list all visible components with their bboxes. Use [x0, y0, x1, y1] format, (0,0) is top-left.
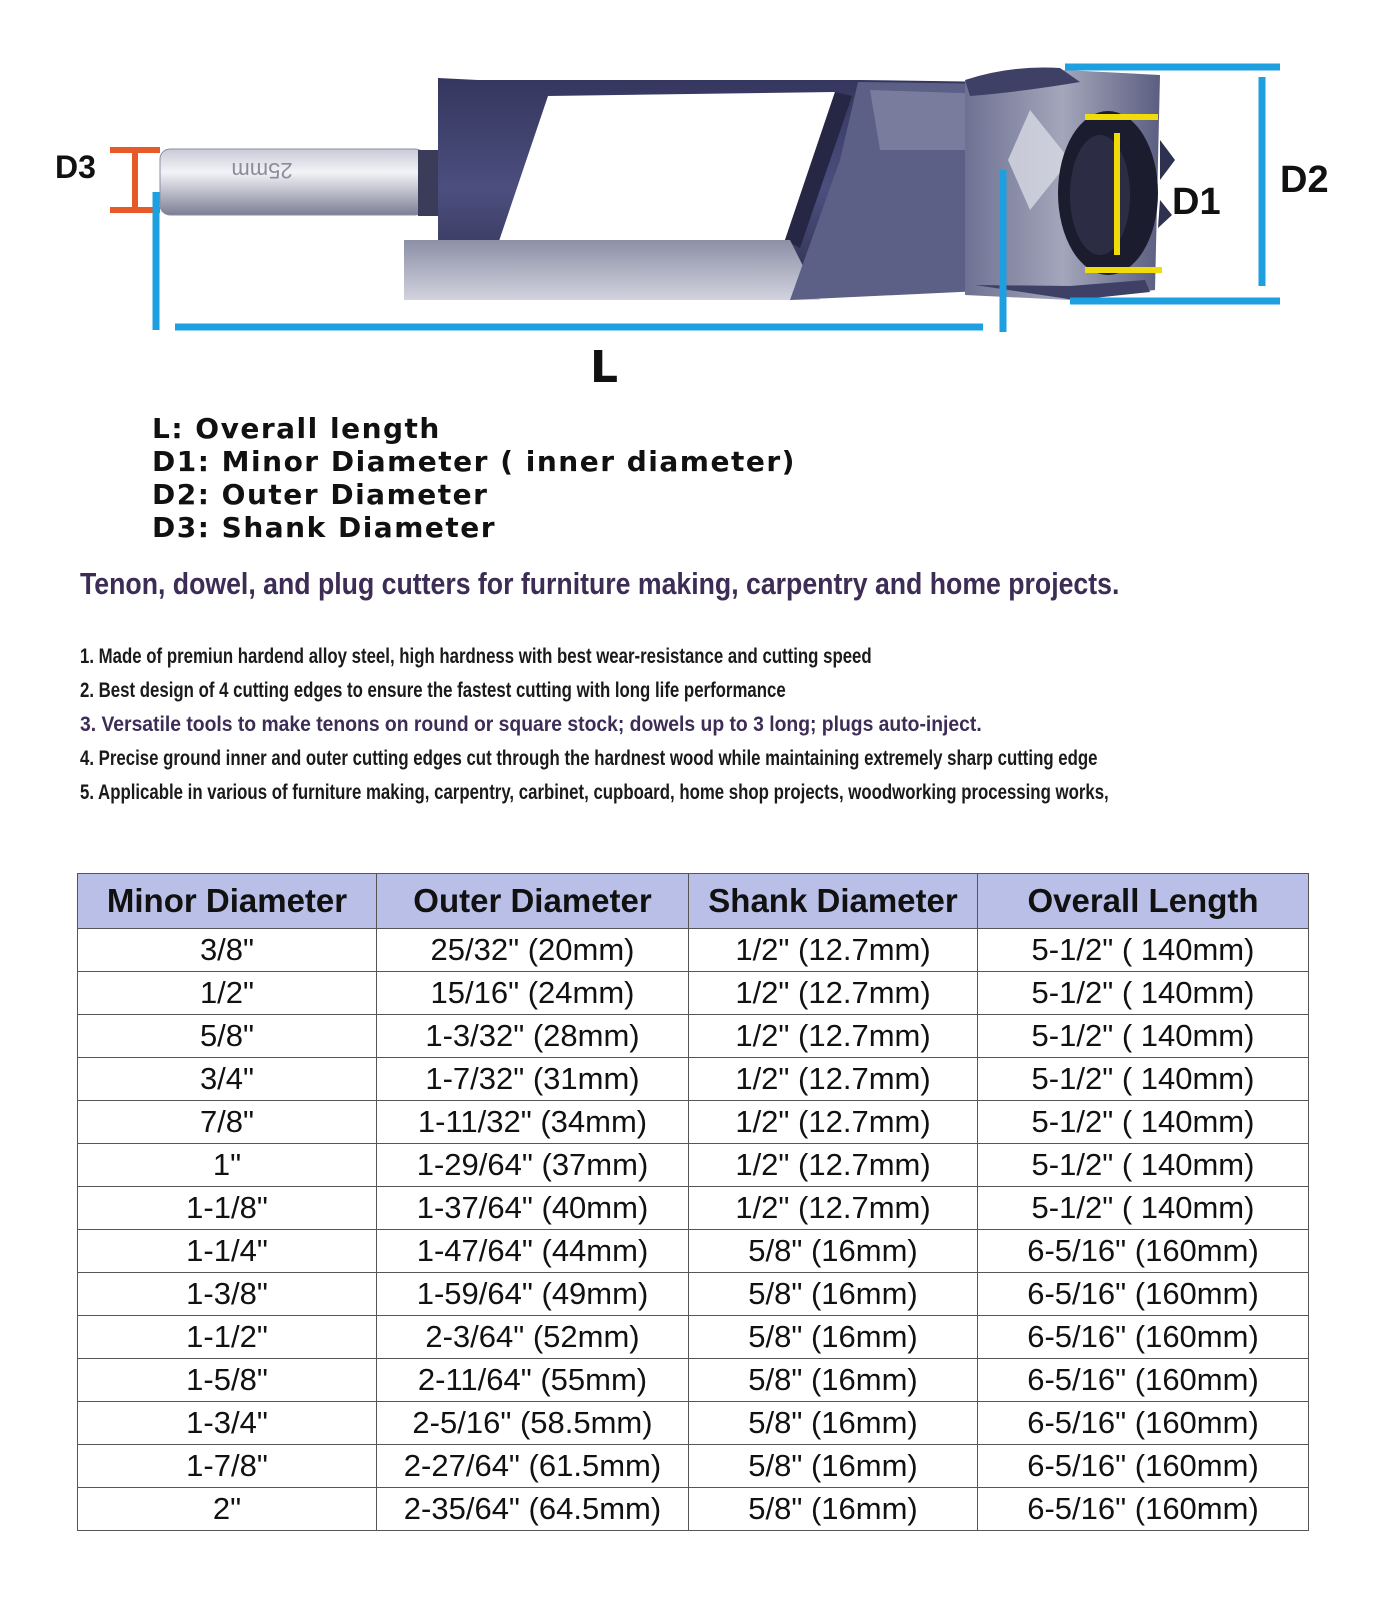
cell-outer-diameter: 2-5/16" (58.5mm)	[377, 1402, 689, 1445]
cell-outer-diameter: 1-3/32" (28mm)	[377, 1015, 689, 1058]
header-minor-diameter: Minor Diameter	[78, 874, 377, 929]
cell-minor-diameter: 1-1/8"	[78, 1187, 377, 1230]
table-row	[78, 1230, 1309, 1273]
table-row	[78, 1187, 1309, 1230]
cell-minor-diameter: 5/8"	[78, 1015, 377, 1058]
d3-label: D3	[55, 149, 96, 185]
cell-minor-diameter: 1-1/4"	[78, 1230, 377, 1273]
cell-minor-diameter: 3/4"	[78, 1058, 377, 1101]
cell-minor-diameter: 1-3/8"	[78, 1273, 377, 1316]
cell-overall-length: 6-5/16" (160mm)	[978, 1359, 1309, 1402]
cell-outer-diameter: 1-59/64" (49mm)	[377, 1273, 689, 1316]
legend-item-d3: D3: Shank Diameter	[152, 511, 497, 544]
cell-outer-diameter: 1-29/64" (37mm)	[377, 1144, 689, 1187]
table-row	[78, 1316, 1309, 1359]
product-tagline: Tenon, dowel, and plug cutters for furniture making, carpentry and home projects.	[80, 566, 1120, 601]
cell-shank-diameter: 5/8" (16mm)	[689, 1273, 978, 1316]
body-window	[498, 92, 835, 244]
d1-label: D1	[1172, 181, 1221, 223]
cell-outer-diameter: 2-35/64" (64.5mm)	[377, 1488, 689, 1531]
cell-outer-diameter: 1-37/64" (40mm)	[377, 1187, 689, 1230]
tenon-cutter-drawing	[0, 0, 1392, 400]
cell-overall-length: 6-5/16" (160mm)	[978, 1316, 1309, 1359]
header-shank-diameter: Shank Diameter	[689, 874, 978, 929]
cell-shank-diameter: 1/2" (12.7mm)	[689, 1058, 978, 1101]
cell-shank-diameter: 5/8" (16mm)	[689, 1445, 978, 1488]
cell-overall-length: 5-1/2" ( 140mm)	[978, 1101, 1309, 1144]
cell-shank-diameter: 5/8" (16mm)	[689, 1230, 978, 1273]
cell-overall-length: 6-5/16" (160mm)	[978, 1402, 1309, 1445]
cell-overall-length: 5-1/2" ( 140mm)	[978, 1015, 1309, 1058]
legend-item-d1: D1: Minor Diameter ( inner diameter)	[152, 445, 796, 478]
cell-shank-diameter: 5/8" (16mm)	[689, 1359, 978, 1402]
cell-overall-length: 5-1/2" ( 140mm)	[978, 1058, 1309, 1101]
cell-outer-diameter: 1-11/32" (34mm)	[377, 1101, 689, 1144]
cell-overall-length: 6-5/16" (160mm)	[978, 1273, 1309, 1316]
cell-shank-diameter: 5/8" (16mm)	[689, 1488, 978, 1531]
cell-outer-diameter: 1-47/64" (44mm)	[377, 1230, 689, 1273]
cell-shank-diameter: 1/2" (12.7mm)	[689, 1144, 978, 1187]
cell-overall-length: 6-5/16" (160mm)	[978, 1230, 1309, 1273]
cell-overall-length: 5-1/2" ( 140mm)	[978, 1144, 1309, 1187]
cell-minor-diameter: 1-3/4"	[78, 1402, 377, 1445]
cell-overall-length: 6-5/16" (160mm)	[978, 1488, 1309, 1531]
cell-shank-diameter: 1/2" (12.7mm)	[689, 1101, 978, 1144]
d2-label: D2	[1280, 159, 1329, 201]
cell-shank-diameter: 5/8" (16mm)	[689, 1402, 978, 1445]
table-row	[78, 1445, 1309, 1488]
table-row	[78, 1015, 1309, 1058]
cell-minor-diameter: 7/8"	[78, 1101, 377, 1144]
feature-item: 5. Applicable in various of furniture making, carpentry, carbinet, cupboard, home shop projects, woodworking processing works,	[80, 781, 1109, 804]
cell-shank-diameter: 1/2" (12.7mm)	[689, 1015, 978, 1058]
cell-shank-diameter: 5/8" (16mm)	[689, 1316, 978, 1359]
table-row	[78, 929, 1309, 972]
cell-minor-diameter: 1-7/8"	[78, 1445, 377, 1488]
feature-item: 3. Versatile tools to make tenons on round or square stock; dowels up to 3 long; plugs auto-inject.	[80, 713, 982, 736]
cell-overall-length: 5-1/2" ( 140mm)	[978, 1187, 1309, 1230]
header-outer-diameter: Outer Diameter	[377, 874, 689, 929]
shank-engraving: 25mm	[231, 158, 293, 183]
cell-outer-diameter: 2-27/64" (61.5mm)	[377, 1445, 689, 1488]
cell-outer-diameter: 1-7/32" (31mm)	[377, 1058, 689, 1101]
table-row	[78, 1144, 1309, 1187]
table-header-row	[78, 874, 1309, 929]
cell-shank-diameter: 1/2" (12.7mm)	[689, 972, 978, 1015]
table-row	[78, 1359, 1309, 1402]
legend-item-length: L: Overall length	[152, 412, 441, 445]
cell-outer-diameter: 25/32" (20mm)	[377, 929, 689, 972]
feature-item: 2. Best design of 4 cutting edges to ensure the fastest cutting with long life performance	[80, 679, 786, 702]
cell-outer-diameter: 2-3/64" (52mm)	[377, 1316, 689, 1359]
table-row	[78, 1402, 1309, 1445]
cell-minor-diameter: 1-5/8"	[78, 1359, 377, 1402]
table-row	[78, 1058, 1309, 1101]
table-row	[78, 1488, 1309, 1531]
legend-item-d2: D2: Outer Diameter	[152, 478, 489, 511]
cell-overall-length: 5-1/2" ( 140mm)	[978, 972, 1309, 1015]
cell-outer-diameter: 2-11/64" (55mm)	[377, 1359, 689, 1402]
cell-shank-diameter: 1/2" (12.7mm)	[689, 1187, 978, 1230]
header-overall-length: Overall Length	[978, 874, 1309, 929]
feature-list	[80, 640, 1366, 810]
table-row	[78, 1101, 1309, 1144]
table-row	[78, 972, 1309, 1015]
cell-minor-diameter: 1"	[78, 1144, 377, 1187]
cell-minor-diameter: 1/2"	[78, 972, 377, 1015]
size-spec-table	[77, 873, 1309, 1531]
cell-minor-diameter: 1-1/2"	[78, 1316, 377, 1359]
cell-minor-diameter: 3/8"	[78, 929, 377, 972]
cell-outer-diameter: 15/16" (24mm)	[377, 972, 689, 1015]
feature-item: 4. Precise ground inner and outer cutting edges cut through the hardnest wood while maintaining extremely sharp cutting edge	[80, 747, 1098, 770]
table-row	[78, 1273, 1309, 1316]
cell-minor-diameter: 2"	[78, 1488, 377, 1531]
body-lower-bar	[404, 240, 820, 300]
cell-shank-diameter: 1/2" (12.7mm)	[689, 929, 978, 972]
dimension-legend	[152, 412, 796, 544]
cell-overall-length: 5-1/2" ( 140mm)	[978, 929, 1309, 972]
cell-overall-length: 6-5/16" (160mm)	[978, 1445, 1309, 1488]
feature-item: 1. Made of premiun hardend alloy steel, high hardness with best wear-resistance and cutting speed	[80, 645, 872, 668]
tenon-cutter-diagram	[0, 0, 1392, 400]
length-label: L	[590, 342, 619, 393]
